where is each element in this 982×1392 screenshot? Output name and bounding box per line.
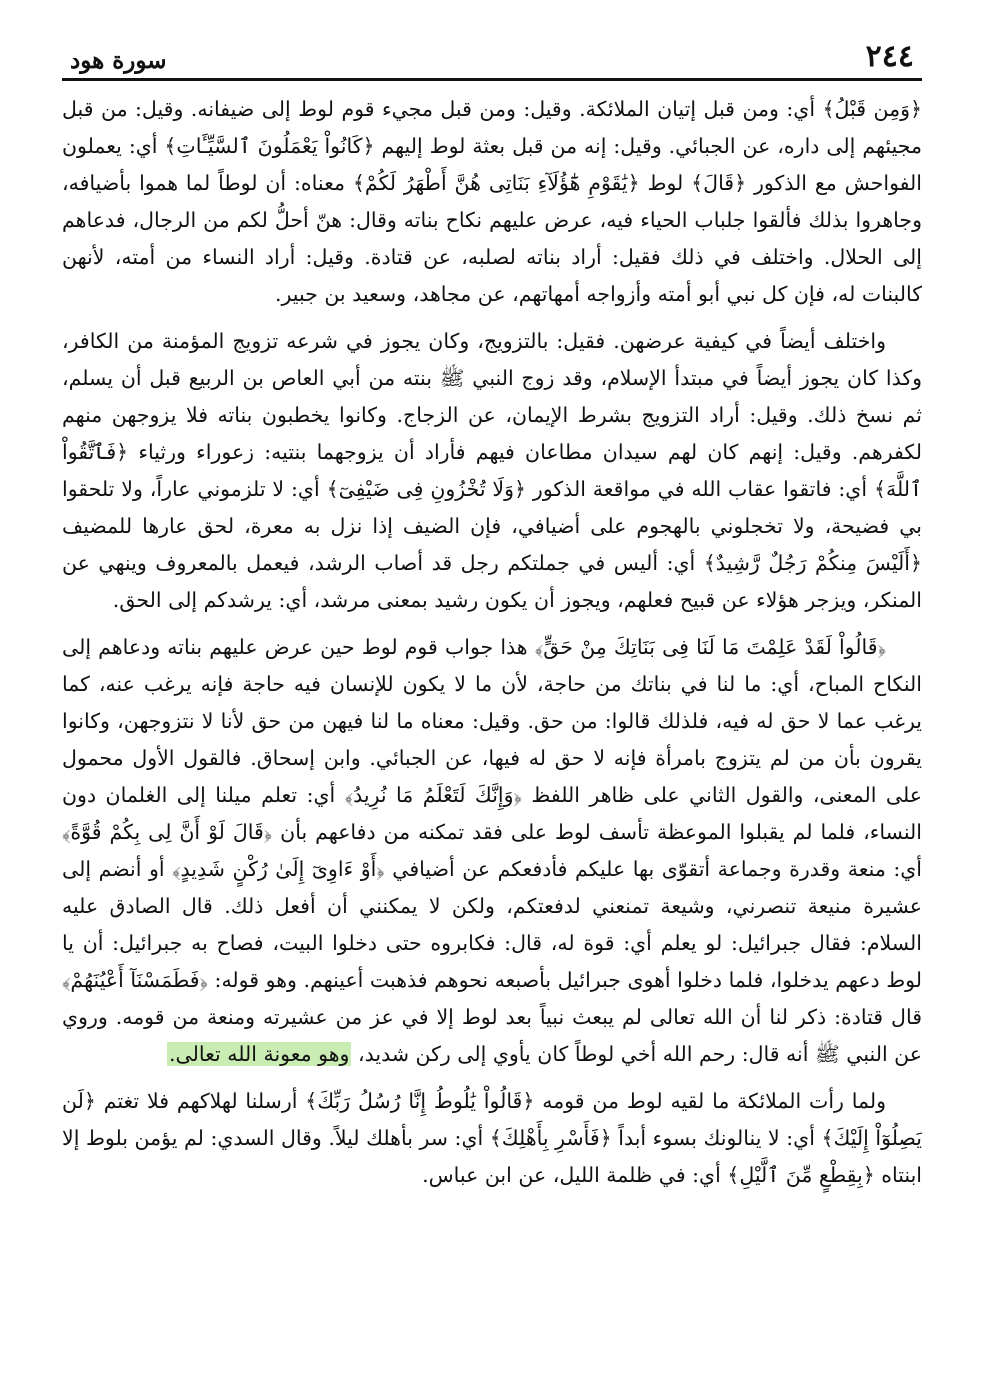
header-divider xyxy=(62,78,922,81)
paragraph-2: واختلف أيضاً في كيفية عرضهن. فقيل: بالتزويج، وكان يجوز في شرعه تزويج المؤمنة من الكافر، وكذا كان يجوز أيضاً في مبتدأ الإسلام، وقد زوج النبي ﷺ بنته من أبي العاص بن الربيع قبل أن يسلم، ثم نسخ ذلك. وقيل: أراد التزويج بشرط الإيمان، عن الزجاج. وكانوا يخطبون بناته فلا يزوجهن منهم لكفرهم. وقيل: إنهم كان لهم سيدان مطاعان فيهم فأراد أن يزوجهما بنتيه: زعوراء ورثياء ﴿فَٱتَّقُواْ ٱللَّهَ﴾ أي: فاتقوا عقاب الله في مواقعة الذكور ﴿وَلَا تُخْزُونِ فِى ضَيْفِىٓ﴾ أي: لا تلزموني عاراً، ولا تلحقوا بي فضيحة، ولا تخجلوني بالهجوم على أضيافي، فإن الضيف إذا نزل به معرة، لحق عارها للمضيف ﴿أَلَيْسَ مِنكُمْ رَجُلٌ رَّشِيدٌ﴾ أي: أليس في جملتكم رجل قد أصاب الرشد، فيعمل بالمعروف وينهي عن المنكر، ويزجر هؤلاء عن قبيح فعلهم، ويجوز أن يكون رشيد بمعنى مرشد، أي: يرشدكم إلى الحق. xyxy=(62,329,922,612)
page-number: ٢٤٤ xyxy=(865,39,914,74)
highlighted-text: وهو معونة الله تعالى. xyxy=(169,1042,350,1066)
page-header xyxy=(62,28,922,78)
body-text xyxy=(62,91,922,1194)
paragraph-3 xyxy=(62,629,922,1073)
paragraph-3-text: ﴿قَالُواْ لَقَدْ عَلِمْتَ مَا لَنَا فِى بَنَاتِكَ مِنْ حَقٍّ﴾ هذا جواب قوم لوط حين عرض عليهم بناته ودعاهم إلى النكاح المباح، أي: ما لنا في بناتك من حاجة، لأن ما لا يكون للإنسان فيه حاجة فإنه يرغب عنه، كما يرغب عما لا حق له فيه، فلذلك قالوا: من حق. وقيل: معناه ما لنا فيهن من حق لأنا لا نتزوجهن، وكانوا يقرون بأن من لم يتزوج بامرأة فإنه لا حق له فيها، عن الجبائي. وابن إسحاق. فالقول الأول محمول على المعنى، والقول الثاني على ظاهر اللفظ ﴿وَإِنَّكَ لَتَعْلَمُ مَا نُرِيدُ﴾ أي: تعلم ميلنا إلى الغلمان دون النساء، فلما لم يقبلوا الموعظة تأسف لوط على فقد تمكنه من دفاعهم بأن ﴿قَالَ لَوْ أَنَّ لِى بِكُمْ قُوَّةً﴾ أي: منعة وقدرة وجماعة أتقوّى بها عليكم فأدفعكم عن أضيافي ﴿أَوْ ءَاوِىٓ إِلَىٰ رُكْنٍ شَدِيدٍ﴾ أو أنضم إلى عشيرة منيعة تنصرني، وشيعة تمنعني لدفعتكم، ولكن لا يمكنني أن أفعل ذلك. قال الصادق عليه السلام: فقال جبرائيل: لو يعلم أي: قوة له، قال: فكابروه حتى دخلوا البيت، فصاح به جبرائيل: أن يا لوط دعهم يدخلوا، فلما دخلوا أهوى جبرائيل بأصبعه نحوهم فذهبت أعينهم. وهو قوله: ﴿فَطَمَسْنَآ أَعْيُنَهُمْ﴾ قال قتادة: ذكر لنا أن الله تعالى لم يبعث نبياً بعد لوط إلا في عز من عشيرته ومنعة من قومه. وروي عن النبي ﷺ أنه قال: رحم الله أخي لوطاً كان يأوي إلى ركن شديد، xyxy=(62,635,922,1066)
surah-title: سورة هود xyxy=(70,47,167,74)
paragraph-1: ﴿وَمِن قَبْلُ﴾ أي: ومن قبل إتيان الملائكة. وقيل: ومن قبل مجيء قوم لوط إلى ضيفانه. وقيل: من قبل مجيئهم إلى داره، عن الجبائي. وقيل: إنه من قبل بعثة لوط إليهم ﴿كَانُواْ يَعْمَلُونَ ٱلسَّيِّـَٔاتِ﴾ أي: يعملون الفواحش مع الذكور ﴿قَالَ﴾ لوط ﴿يَٰقَوْمِ هَٰٓؤُلَآءِ بَنَاتِى هُنَّ أَطْهَرُ لَكُمْ﴾ معناه: أن لوطاً لما هموا بأضيافه، وجاهروا بذلك فألقوا جلباب الحياء فيه، عرض عليهم نكاح بناته وقال: هنّ أحلُّ لكم من الرجال، فدعاهم إلى الحلال. واختلف في ذلك فقيل: أراد بناته لصلبه، عن قتادة. وقيل: أراد النساء من أمته، لأنهن كالبنات له، فإن كل نبي أبو أمته وأزواجه أمهاتهم، عن مجاهد، وسعيد بن جبير. xyxy=(62,97,922,306)
paragraph-4: ولما رأت الملائكة ما لقيه لوط من قومه ﴿قَالُواْ يَٰلُوطُ إِنَّا رُسُلُ رَبِّكَ﴾ أرسلنا لهلاكهم فلا تغتم ﴿لَن يَصِلُوٓاْ إِلَيْكَ﴾ أي: لا ينالونك بسوء أبداً ﴿فَأَسْرِ بِأَهْلِكَ﴾ أي: سر بأهلك ليلاً. وقال السدي: لم يؤمن بلوط إلا ابنتاه ﴿بِقِطْعٍ مِّنَ ٱلَّيْلِ﴾ أي: في ظلمة الليل، عن ابن عباس. xyxy=(62,1089,922,1187)
